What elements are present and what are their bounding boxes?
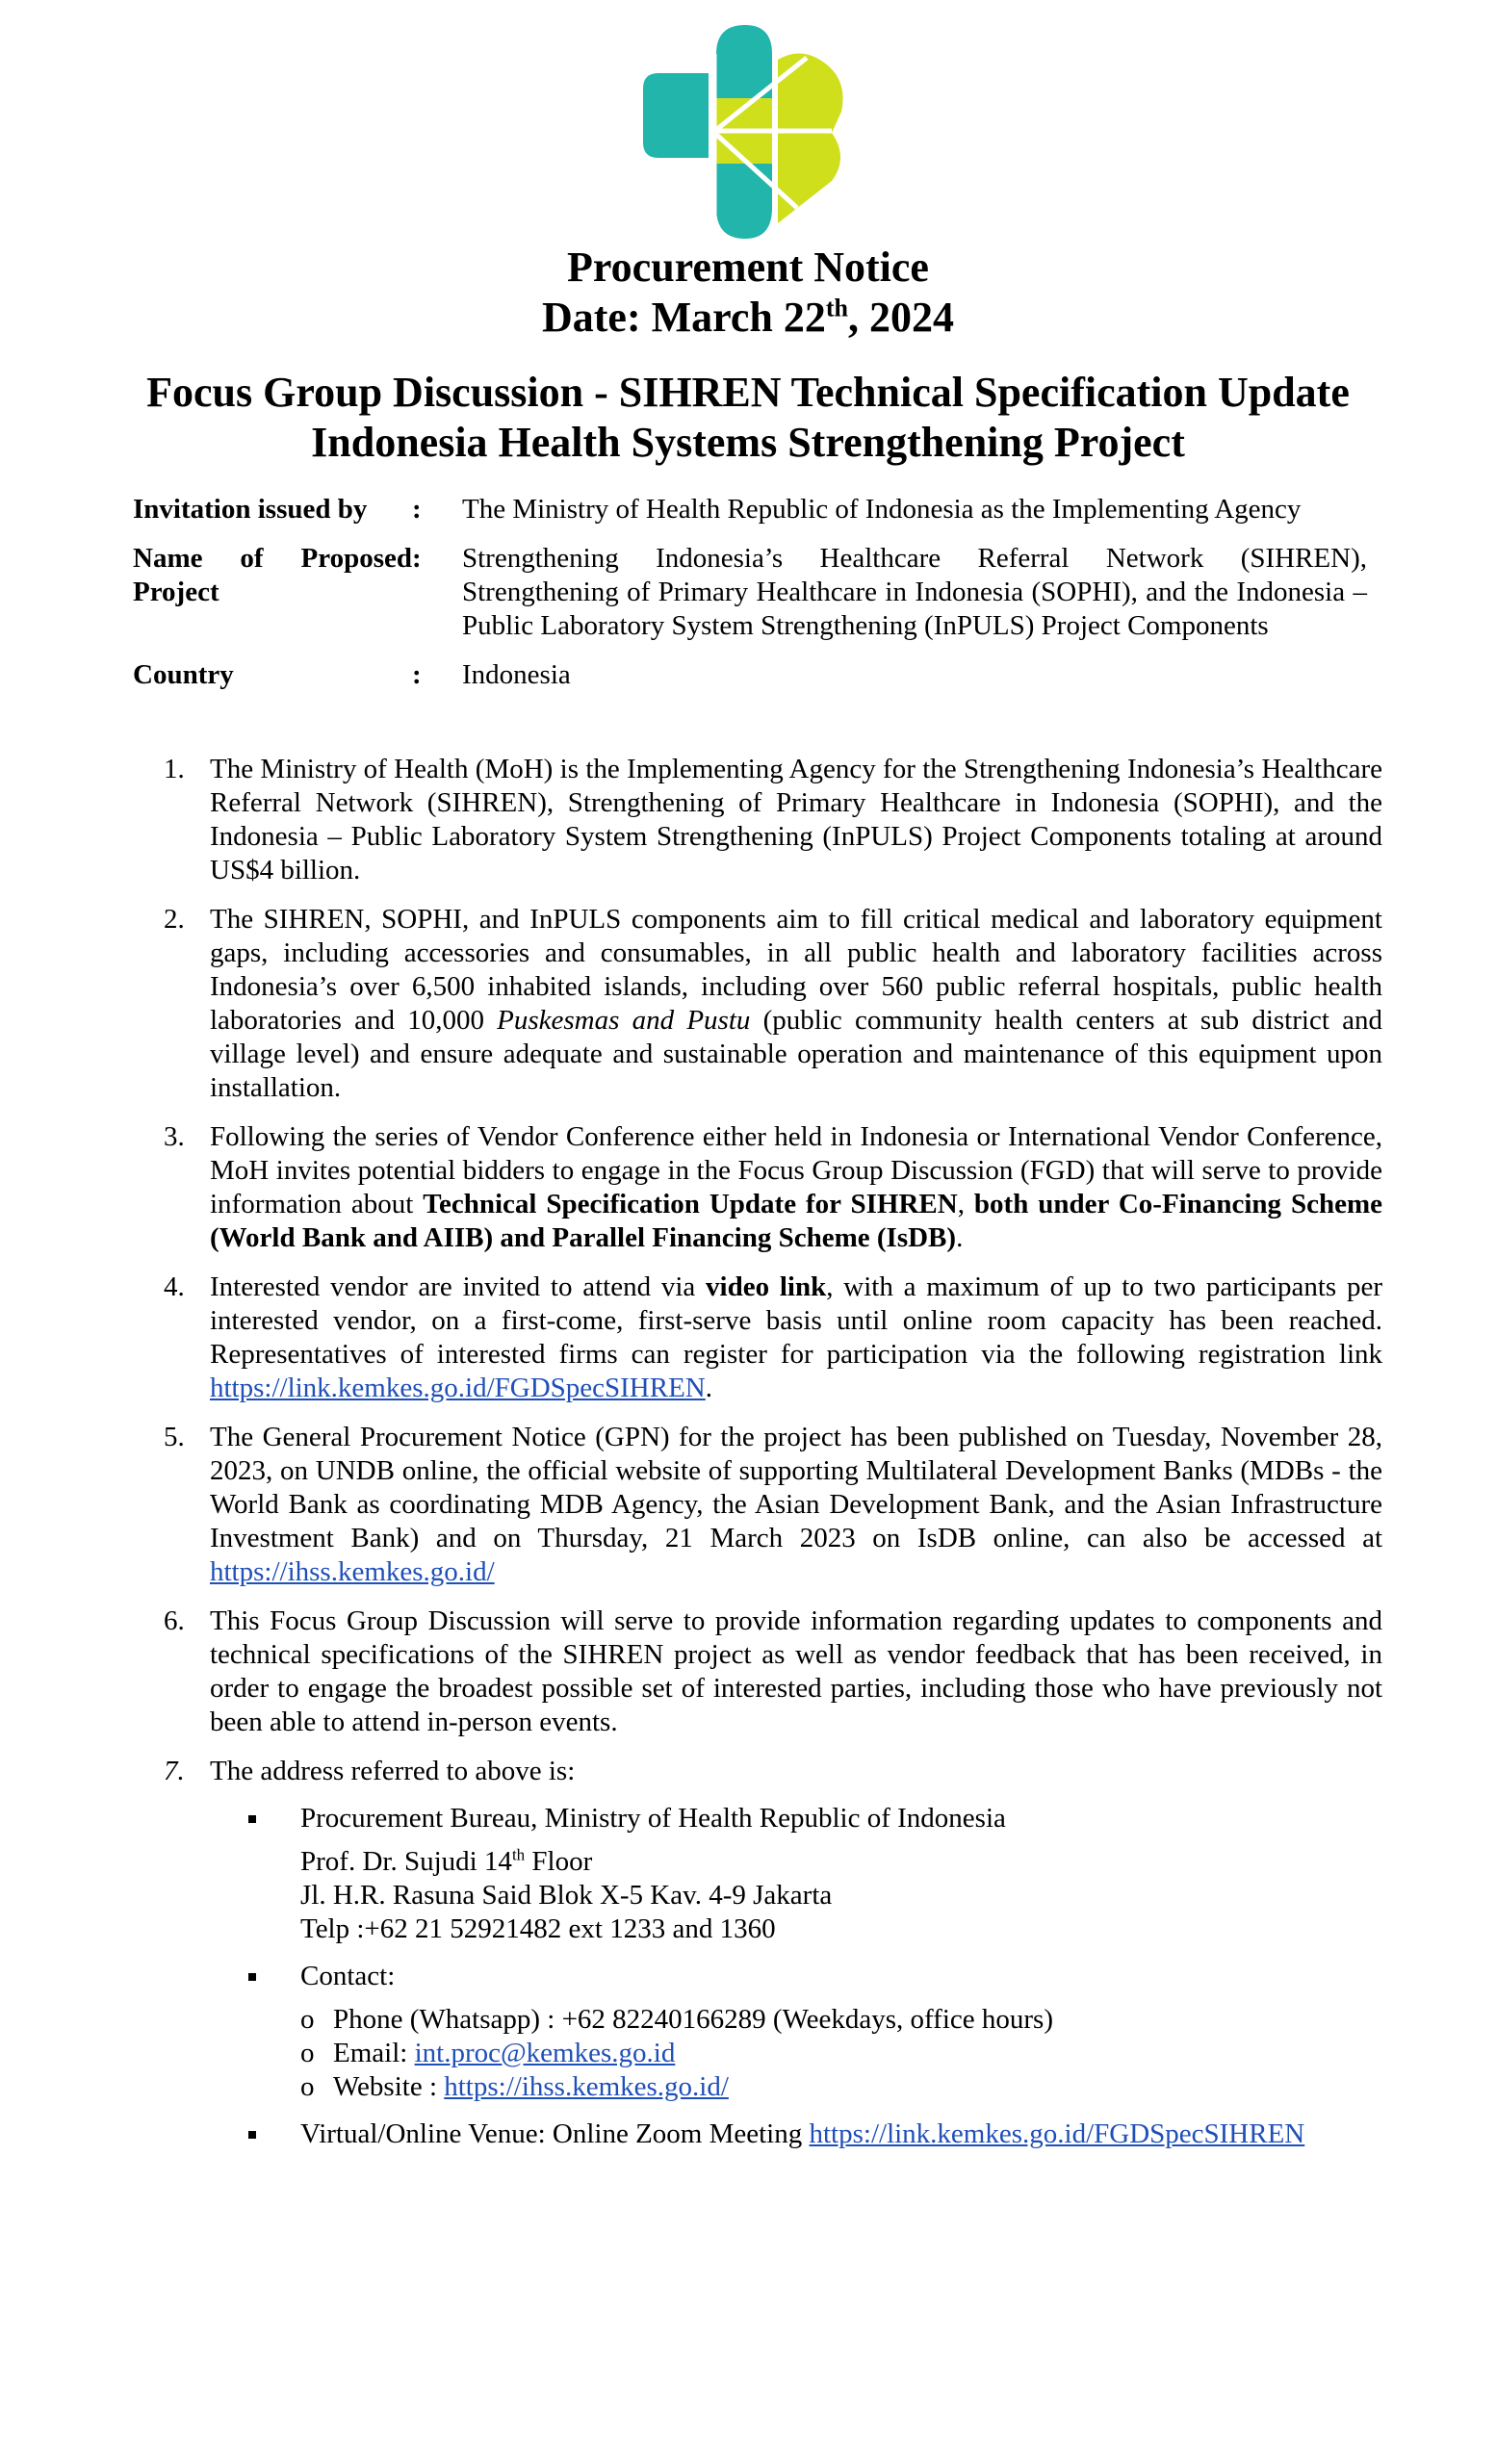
item-text: This Focus Group Discussion will serve to provide information regarding updates to components and technical specifications of the SIHREN project as well as vendor feedback that has been received, in order to engage the broadest possible set of interested parties, including those who have previously not been able to attend in-person events. — [210, 1605, 1382, 1737]
list-item — [133, 1421, 1382, 1589]
notice-subtitle-line2: Indonesia Health Systems Strengthening Project — [311, 419, 1185, 466]
contact-list — [300, 2003, 1382, 2104]
item-number: 1. — [164, 754, 185, 784]
list-item — [133, 1270, 1382, 1405]
item-text-bold: Technical Specification Update for SIHREN — [423, 1189, 958, 1219]
item-number: 5. — [164, 1422, 185, 1452]
info-value-issuer: The Ministry of Health Republic of Indonesia as the Implementing Agency — [462, 494, 1302, 525]
contact-email — [300, 2037, 1382, 2070]
info-value-country: Indonesia — [462, 659, 571, 690]
list-item — [133, 903, 1382, 1105]
item-text: , with a maximum of up to two participants per interested vendor, on a first-come, first-serve basis until online room capacity has been reached. Representatives of interested firms can register for participation via the following registration link — [210, 1271, 1382, 1370]
date-prefix: Date: March 22 — [542, 294, 826, 341]
item-text: Following the series of Vendor Conference either held in Indonesia or International Vendor Conference, MoH invites potential bidders to engage in the Focus Group Discussion (FGD) that will serve to provide information about — [210, 1121, 1382, 1219]
notice-title: Procurement Notice — [567, 244, 929, 291]
item-number: 6. — [164, 1605, 185, 1636]
circle-bullet-icon: o — [300, 2004, 315, 2035]
address-bullet — [239, 1802, 1382, 1946]
item-text: Interested vendor are invited to attend via — [210, 1271, 707, 1302]
contact-email-link[interactable]: int.proc@kemkes.go.id — [414, 2038, 676, 2068]
item-text: . — [956, 1222, 964, 1253]
contact-phone — [300, 2003, 1382, 2037]
info-row-issuer — [133, 493, 1367, 542]
date-suffix: , 2024 — [848, 294, 954, 341]
notice-info-table — [133, 493, 1367, 707]
info-label-issuer: Invitation issued by — [133, 494, 368, 525]
address-floor-b: Floor — [525, 1846, 593, 1877]
notice-date — [0, 293, 1496, 343]
kemkes-logo-icon — [643, 25, 849, 239]
item-text-bold: video link — [706, 1271, 827, 1302]
info-label-country: Country — [133, 659, 234, 690]
square-bullet-icon — [248, 1973, 256, 1981]
info-row-country — [133, 658, 1367, 707]
item-number: 3. — [164, 1121, 185, 1152]
logo-teal-top-leaf — [716, 25, 772, 98]
item-number: 7. — [164, 1756, 185, 1786]
item-text-bold: both under Co-Financing Scheme (World Bank and AIIB) and Parallel Financing Scheme (IsDB) — [210, 1189, 1383, 1253]
list-item — [133, 1120, 1382, 1255]
venue-zoom-link[interactable]: https://link.kemkes.go.id/FGDSpecSIHREN — [809, 2118, 1305, 2149]
logo-teal-left-leaf — [643, 73, 709, 158]
item-text-italic: Puskesmas and Pustu — [497, 1005, 751, 1036]
notice-subtitle-line1: Focus Group Discussion - SIHREN Technical Specification Update — [146, 369, 1350, 416]
contact-website — [300, 2070, 1382, 2104]
square-bullet-icon — [248, 1815, 256, 1823]
info-colon: : — [412, 494, 422, 525]
item-number: 2. — [164, 904, 185, 935]
square-bullet-icon — [248, 2131, 256, 2139]
list-item — [133, 1755, 1382, 2151]
item-text: The Ministry of Health (MoH) is the Implementing Agency for the Strengthening Indonesia’s Healthcare Referral Network (SIHREN), Strengthening of Primary Healthcare in Indonesia (SOPHI), and the Indonesia – Public Laboratory System Strengthening (InPULS) Project Components totaling at around US$4 billion. — [210, 754, 1382, 886]
info-label-project: Name of Proposed Project — [133, 543, 412, 607]
item-number: 4. — [164, 1271, 185, 1302]
contact-website-label: Website : — [333, 2071, 445, 2102]
info-colon: : — [412, 543, 422, 574]
logo-lime-lower-leaf — [778, 133, 840, 223]
circle-bullet-icon: o — [300, 2038, 315, 2068]
date-ordinal: th — [825, 294, 848, 322]
contact-bullet — [239, 1960, 1382, 2104]
address-telp: Telp :+62 21 52921482 ext 1233 and 1360 — [300, 1913, 776, 1944]
address-bullets — [210, 1802, 1382, 2151]
venue-bullet — [239, 2118, 1382, 2151]
address-street: Jl. H.R. Rasuna Said Blok X-5 Kav. 4-9 Jakarta — [300, 1880, 833, 1911]
address-floor — [300, 1845, 1382, 1879]
venue-label: Virtual/Online Venue: Online Zoom Meeting — [300, 2118, 810, 2149]
contact-phone-text: Phone (Whatsapp) : +62 82240166289 (Weekdays, office hours) — [333, 2004, 1053, 2035]
contact-email-label: Email: — [333, 2038, 415, 2068]
contact-title: Contact: — [300, 1961, 396, 1991]
address-office: Procurement Bureau, Ministry of Health Republic of Indonesia — [300, 1803, 1006, 1834]
item-text: , — [957, 1189, 974, 1219]
address-floor-a: Prof. Dr. Sujudi 14 — [300, 1846, 512, 1877]
contact-website-link[interactable]: https://ihss.kemkes.go.id/ — [444, 2071, 729, 2102]
info-value-project: Strengthening Indonesia’s Healthcare Referral Network (SIHREN), Strengthening of Primary Healthcare in Indonesia (SOPHI), and the Indonesia – Public Laboratory System Strengthening (InPULS) Project Components — [462, 543, 1367, 641]
item-text: . — [705, 1373, 712, 1403]
address-floor-ordinal: th — [511, 1845, 526, 1864]
item-text: The address referred to above is: — [210, 1756, 576, 1786]
list-item — [133, 1604, 1382, 1739]
ihss-website-link[interactable]: https://ihss.kemkes.go.id/ — [210, 1556, 495, 1587]
registration-link[interactable]: https://link.kemkes.go.id/FGDSpecSIHREN — [210, 1373, 706, 1403]
notice-items-list — [133, 753, 1382, 2167]
item-text: The SIHREN, SOPHI, and InPULS components aim to fill critical medical and laboratory equipment gaps, including accessories and consumables, in all public health and laboratory facilities across Indonesia’s over 6,500 inhabited islands, including over 560 public referral hospitals, public health laboratories and 10,000 — [210, 904, 1382, 1036]
item-text: The General Procurement Notice (GPN) for the project has been published on Tuesday, November 28, 2023, on UNDB online, the official website of supporting Multilateral Development Banks (MDBs - the World Bank as coordinating MDB Agency, the Asian Development Bank, and the Asian Infrastructure Investment Bank) and on Thursday, 21 March 2023 on IsDB online, can also be accessed at — [210, 1422, 1382, 1553]
list-item — [133, 753, 1382, 887]
logo-lime-upper-leaf — [778, 53, 843, 133]
info-row-project — [133, 542, 1367, 658]
circle-bullet-icon: o — [300, 2071, 315, 2102]
info-colon: : — [412, 659, 422, 690]
item-text: (public community health centers at sub district and village level) and ensure adequate and sustainable operation and maintenance of this equipment upon installation. — [210, 1005, 1382, 1103]
